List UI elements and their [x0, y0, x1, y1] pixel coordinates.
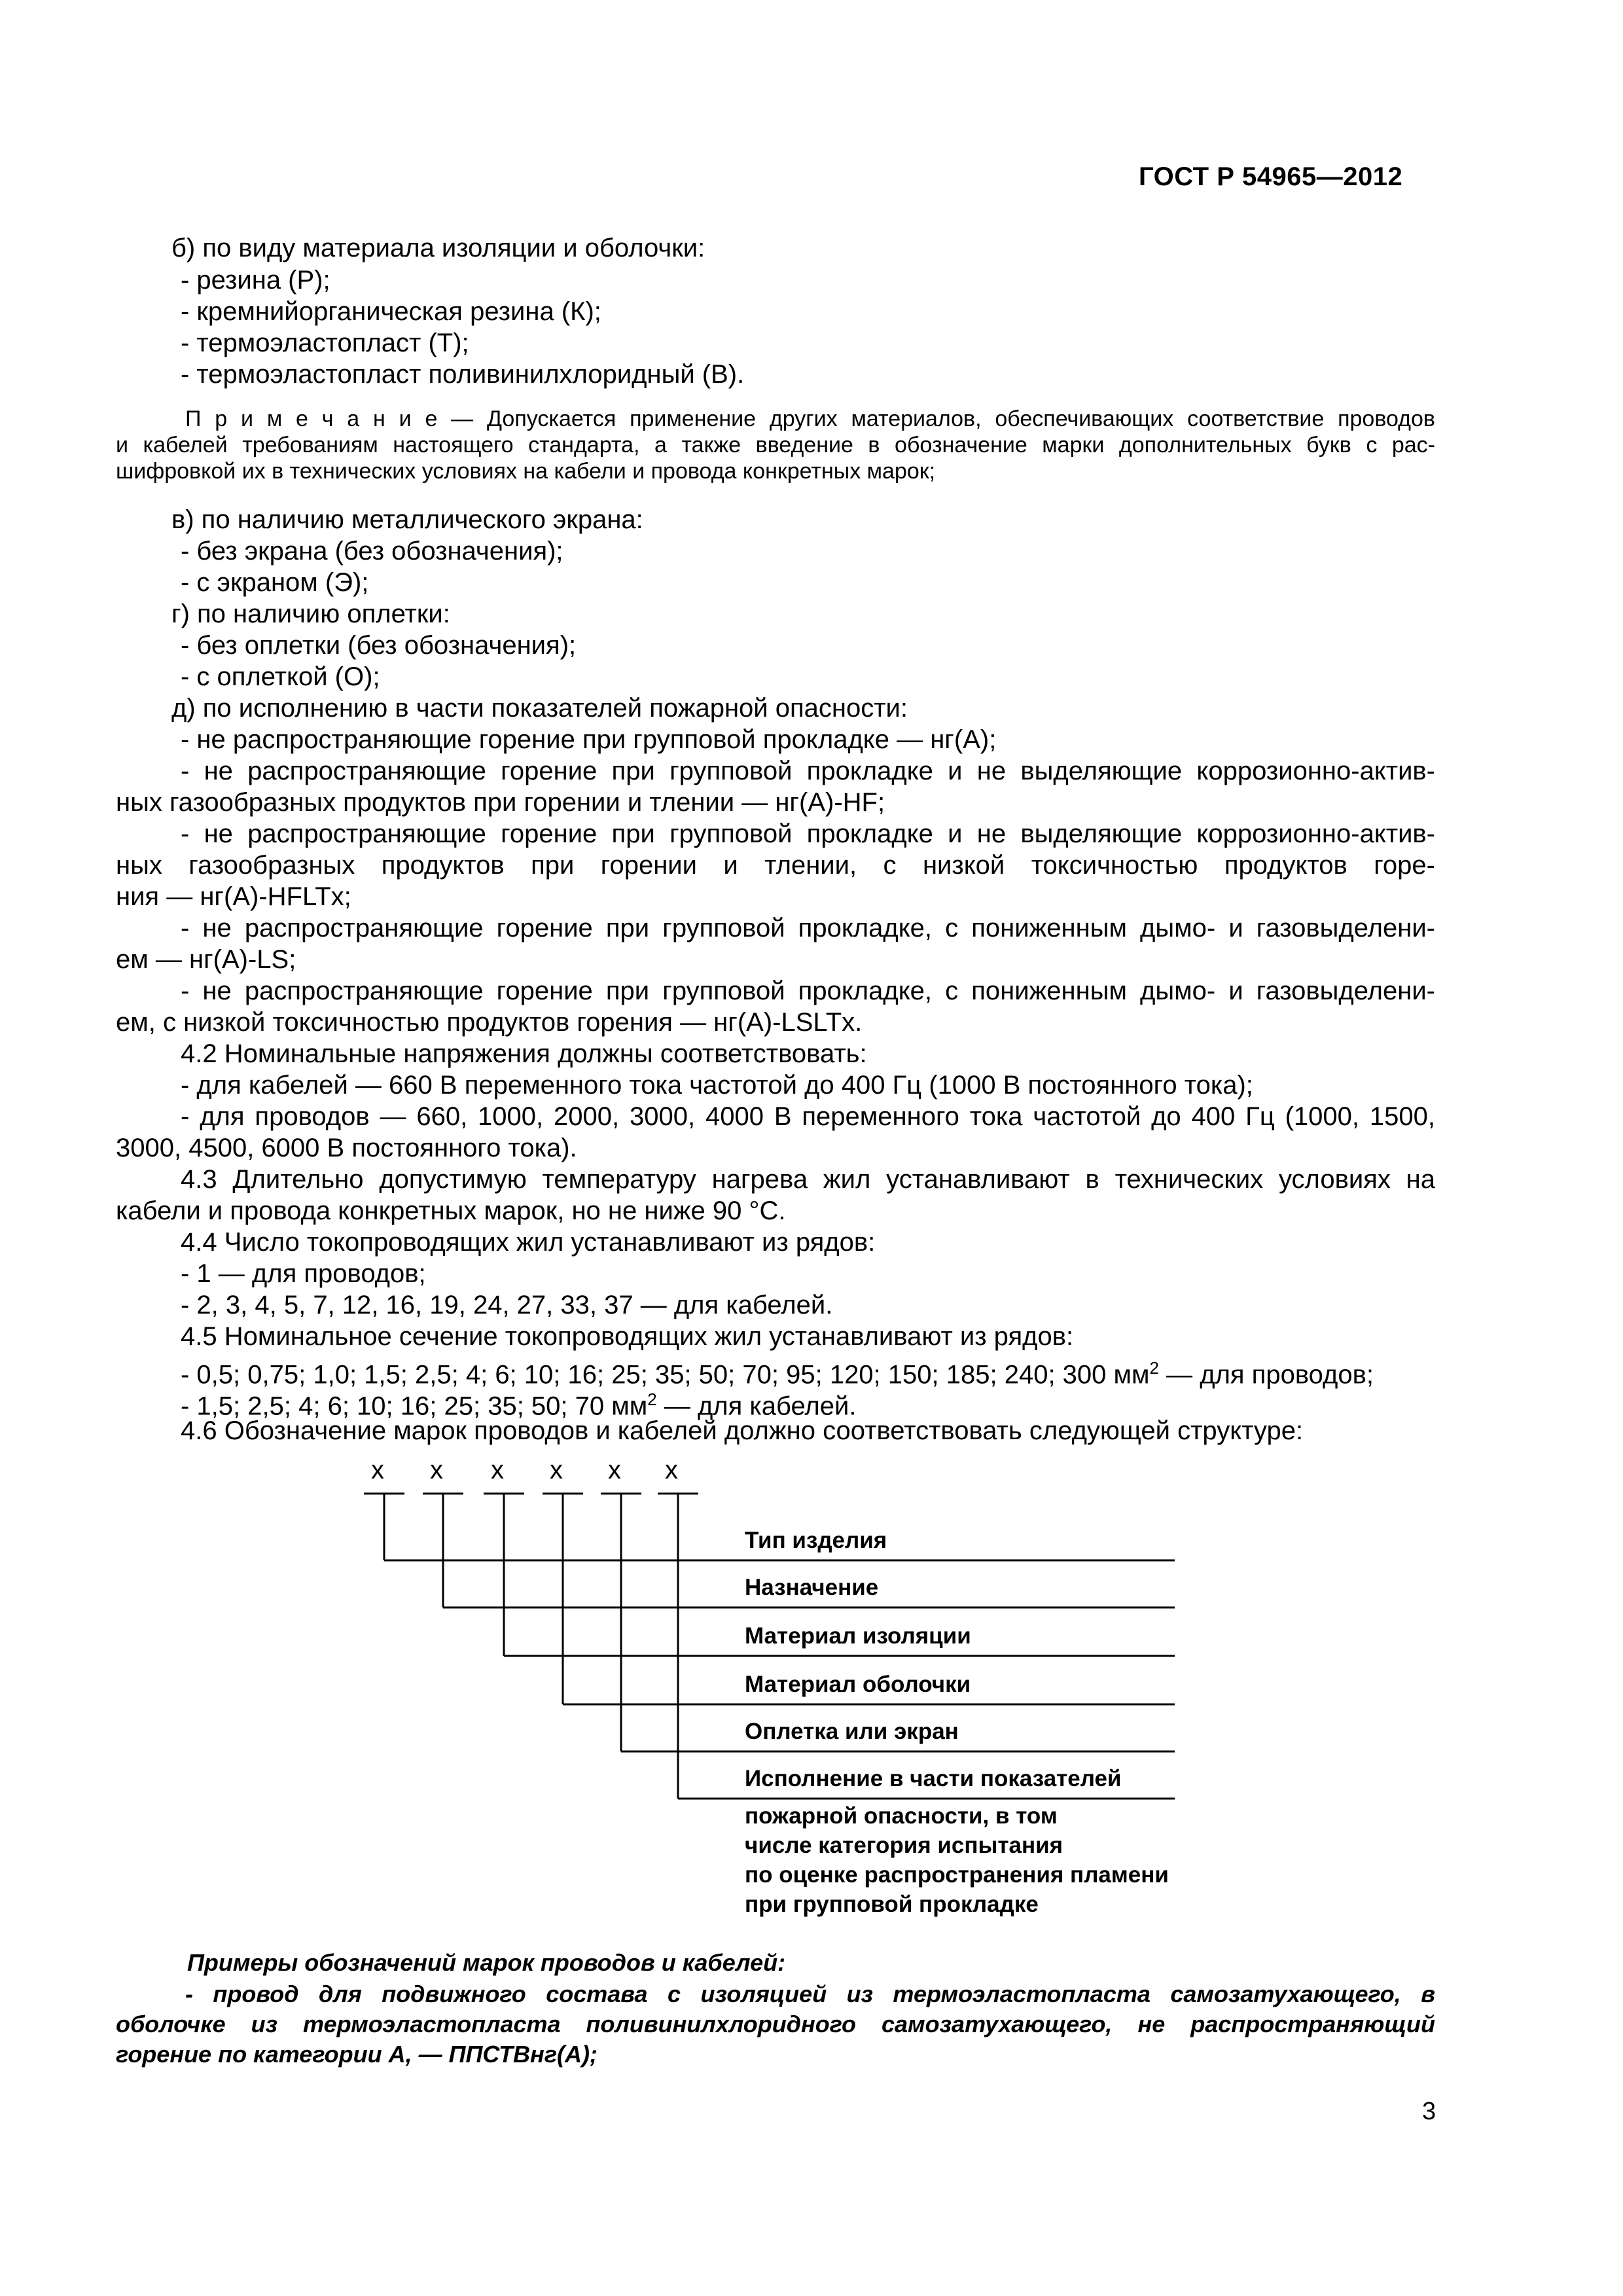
superscript: 2: [647, 1390, 657, 1409]
list-item: - не распространяющие горение при групповой прокладке — нг(А);: [181, 725, 997, 754]
placeholder-mark: х: [608, 1456, 621, 1484]
diagram-label-continuation: пожарной опасности, в том: [745, 1803, 1058, 1829]
list-item: - с экраном (Э);: [181, 568, 369, 597]
list-item: - 1 — для проводов;: [181, 1259, 426, 1288]
placeholder-mark: х: [371, 1456, 384, 1484]
diagram-label: Тип изделия: [745, 1528, 887, 1553]
section-d-heading: д) по исполнению в части показателей пожарной опасности:: [171, 694, 908, 723]
list-item: - не распространяющие горение при групповой прокладке, с пониженным дымо- и газовыделени-: [181, 977, 1435, 1005]
clause-4-4-heading: 4.4 Число токопроводящих жил устанавливают из рядов:: [181, 1228, 876, 1257]
placeholder-mark: х: [491, 1456, 504, 1484]
example-text: оболочке из термоэластопласта поливинилхлоридного самозатухающего, не распространяющий: [116, 2011, 1435, 2037]
note-line: и кабелей требованиям настоящего стандарта, а также введение в обозначение марки дополнительных букв с рас-: [116, 433, 1435, 457]
list-item: - не распространяющие горение при групповой прокладке и не выделяющие коррозионно-актив-: [181, 819, 1435, 848]
clause-4-6-heading: 4.6 Обозначение марок проводов и кабелей должно соответствовать следующей структуре:: [181, 1416, 1304, 1445]
diagram-label-continuation: при групповой прокладке: [745, 1892, 1039, 1917]
section-v-heading: в) по наличию металлического экрана:: [171, 505, 643, 534]
cross-section-target: — для кабелей.: [656, 1391, 857, 1421]
list-item: - не распространяющие горение при групповой прокладке, с пониженным дымо- и газовыделени-: [181, 914, 1435, 942]
list-item: - 2, 3, 4, 5, 7, 12, 16, 19, 24, 27, 33, 37 — для кабелей.: [181, 1291, 833, 1319]
list-item: - резина (Р);: [181, 266, 330, 295]
list-item: - без оплетки (без обозначения);: [181, 631, 577, 660]
list-item: ем — нг(А)-LS;: [116, 945, 296, 974]
diagram-label: Назначение: [745, 1575, 879, 1600]
page-number: 3: [1422, 2098, 1436, 2125]
diagram-label: Исполнение в части показателей: [745, 1766, 1122, 1791]
list-item: ных газообразных продуктов при горении и тлении, с низкой токсичностью продуктов горе-: [116, 851, 1435, 880]
list-item: - не распространяющие горение при групповой прокладке и не выделяющие коррозионно-актив-: [181, 757, 1435, 785]
list-item: - для проводов — 660, 1000, 2000, 3000, 4000 В переменного тока частотой до 400 Гц (1000, 1500,: [181, 1102, 1435, 1131]
list-item: - для кабелей — 660 В переменного тока частотой до 400 Гц (1000 В постоянного тока);: [181, 1071, 1253, 1100]
diagram-label-continuation: по оценке распространения пламени: [745, 1862, 1169, 1888]
example-text: горение по категории А, — ППСТВнг(А);: [116, 2041, 597, 2068]
section-g-heading: г) по наличию оплетки:: [171, 600, 450, 628]
list-item: ных газообразных продуктов при горении и тлении — нг(А)-HF;: [116, 788, 885, 817]
section-b-heading: б) по виду материала изоляции и оболочки:: [171, 234, 705, 262]
diagram-label: Материал оболочки: [745, 1672, 971, 1697]
note-line: шифровкой их в технических условиях на кабели и провода конкретных марок;: [116, 459, 936, 484]
placeholder-mark: х: [550, 1456, 563, 1484]
example-text: - провод для подвижного состава с изоляцией из термоэластопласта самозатухающего, в: [185, 1981, 1435, 2007]
clause-4-3-text: кабели и провода конкретных марок, но не ниже 90 °С.: [116, 1196, 786, 1225]
cross-section-target: — для проводов;: [1159, 1360, 1374, 1390]
list-item: - термоэластопласт поливинилхлоридный (В).: [181, 360, 745, 389]
diagram-label: Оплетка или экран: [745, 1719, 959, 1744]
list-item: - с оплеткой (О);: [181, 662, 380, 691]
note-line: П р и м е ч а н и е — Допускается применение других материалов, обеспечивающих соответствие проводов: [185, 406, 1435, 431]
clause-4-3-text: 4.3 Длительно допустимую температуру нагрева жил устанавливают в технических условиях на: [181, 1165, 1435, 1194]
document-code: ГОСТ Р 54965—2012: [1139, 162, 1403, 191]
diagram-label: Материал изоляции: [745, 1623, 971, 1649]
cross-section-values: - 0,5; 0,75; 1,0; 1,5; 2,5; 4; 6; 10; 16; 25; 35; 50; 70; 95; 120; 150; 185; 240; 300 мм: [181, 1360, 1150, 1390]
superscript: 2: [1149, 1358, 1159, 1378]
clause-4-5-heading: 4.5 Номинальное сечение токопроводящих жил устанавливают из рядов:: [181, 1322, 1074, 1351]
placeholder-mark: х: [665, 1456, 678, 1484]
list-item: ем, с низкой токсичностью продуктов горения — нг(А)-LSLTx.: [116, 1008, 863, 1037]
cross-section-values: - 1,5; 2,5; 4; 6; 10; 16; 25; 35; 50; 70 мм: [181, 1391, 648, 1421]
list-item: - без экрана (без обозначения);: [181, 537, 563, 565]
list-item: - кремнийорганическая резина (К);: [181, 297, 601, 326]
list-item: ния — нг(А)-HFLTx;: [116, 882, 351, 911]
placeholder-mark: х: [430, 1456, 443, 1484]
examples-heading: Примеры обозначений марок проводов и кабелей:: [187, 1949, 786, 1976]
clause-4-2-heading: 4.2 Номинальные напряжения должны соответствовать:: [181, 1039, 867, 1068]
list-item: 3000, 4500, 6000 В постоянного тока).: [116, 1134, 577, 1162]
diagram-label-continuation: числе категория испытания: [745, 1833, 1063, 1858]
list-item: - термоэластопласт (Т);: [181, 329, 469, 357]
